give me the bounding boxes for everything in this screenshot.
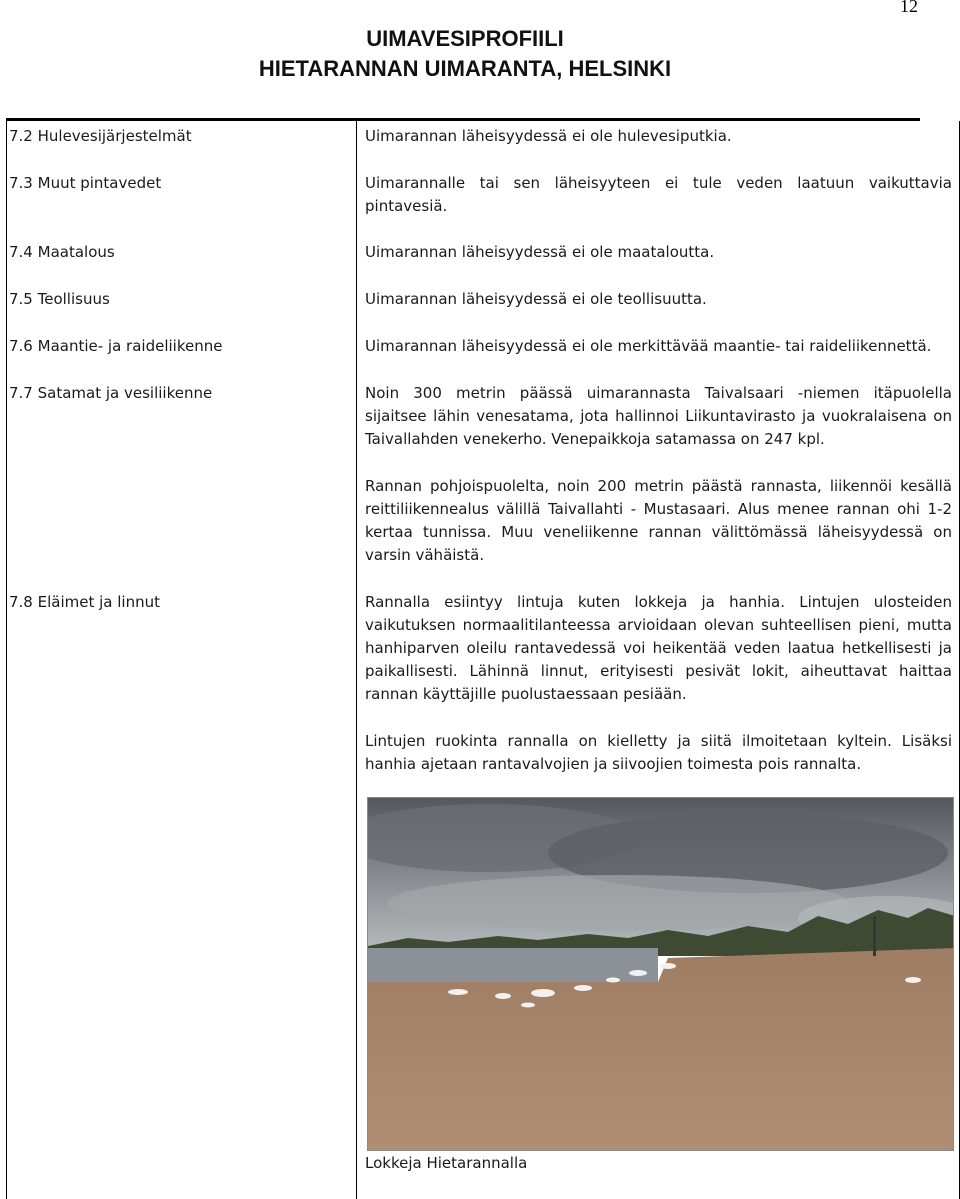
- gull-icon: [521, 1003, 535, 1008]
- row-text: [365, 288, 952, 311]
- row-label: 7.7 Satamat ja vesiliikenne: [9, 384, 213, 402]
- gull-icon: [905, 977, 921, 983]
- paragraph: Rannalla esiintyy lintuja kuten lokkeja ja hanhia. Lintujen ulosteiden vaikutuksen normaalitilanteessa arvioidaan olevan suhteellisen pieni, mutta hanhiparven oleilu rantavedessä voi heikentää veden laatua hetkellisesti ja paikallisesti. Lähinnä linnut, erityisesti pesivät lokit, aiheuttavat haittaa rannan käyttäjille puolustaessaan pesiään.: [365, 593, 952, 703]
- water: [368, 948, 658, 982]
- header-subtitle: HIETARANNAN UIMARANTA, HELSINKI: [258, 56, 672, 81]
- beach-photo: [367, 797, 954, 1151]
- paragraph: Uimarannalle tai sen läheisyyteen ei tule veden laatuun vaikuttavia pintavesiä.: [365, 174, 952, 215]
- row-text: [365, 335, 952, 358]
- row-label: 7.5 Teollisuus: [9, 290, 110, 308]
- row-text: [365, 172, 952, 218]
- row-text: [365, 591, 952, 776]
- row-text: [365, 125, 952, 148]
- row-label: 7.6 Maantie- ja raideliikenne: [9, 337, 223, 355]
- row-label: 7.2 Hulevesijärjestelmät: [9, 127, 192, 145]
- paragraph: Uimarannan läheisyydessä ei ole merkittävää maantie- tai raideliikennettä.: [365, 337, 932, 355]
- row-text: [365, 241, 952, 264]
- gull-icon: [606, 978, 620, 983]
- header-title: UIMAVESIPROFIILI: [366, 26, 564, 51]
- row-text: [365, 382, 952, 567]
- lamp-post: [873, 916, 876, 956]
- gull-icon: [629, 970, 647, 976]
- gull-icon: [495, 993, 511, 999]
- gull-icon: [531, 989, 555, 997]
- paragraph: Uimarannan läheisyydessä ei ole teollisuutta.: [365, 290, 707, 308]
- paragraph: Uimarannan läheisyydessä ei ole hulevesiputkia.: [365, 127, 732, 145]
- page-number: 12: [900, 0, 918, 16]
- column-divider: [356, 121, 357, 1199]
- paragraph: Lintujen ruokinta rannalla on kielletty ja siitä ilmoitetaan kyltein. Lisäksi hanhia ajetaan rantavalvojien ja siivoojien toimesta pois rannalta.: [365, 732, 952, 773]
- content-table: [6, 121, 960, 1199]
- paragraph: Noin 300 metrin päässä uimarannasta Taivalsaari -niemen itäpuolella sijaitsee lähin venesatama, jota hallinnoi Liikuntavirasto ja vuokralaisena on Taivallahden venekerho. Venepaikkoja satamassa on 247 kpl.: [365, 384, 952, 448]
- row-label: 7.4 Maatalous: [9, 243, 115, 261]
- beach-photo-illustration: [368, 798, 954, 1151]
- row-label: 7.8 Eläimet ja linnut: [9, 593, 160, 611]
- photo-caption: Lokkeja Hietarannalla: [365, 1154, 528, 1172]
- cloud: [388, 875, 848, 931]
- paragraph: Rannan pohjoispuolelta, noin 200 metrin päästä rannasta, liikennöi kesällä reittiliikennealus välillä Taivallahti - Mustasaari. Alus menee rannan ohi 1-2 kertaa tunnissa. Muu veneliikenne rannan välittömässä läheisyydessä on varsin vähäistä.: [365, 477, 952, 564]
- paragraph: Uimarannan läheisyydessä ei ole maataloutta.: [365, 243, 715, 261]
- gull-icon: [660, 963, 676, 969]
- row-label: 7.3 Muut pintavedet: [9, 174, 162, 192]
- document-header: [0, 24, 930, 84]
- gull-icon: [574, 985, 592, 991]
- gull-icon: [448, 989, 468, 995]
